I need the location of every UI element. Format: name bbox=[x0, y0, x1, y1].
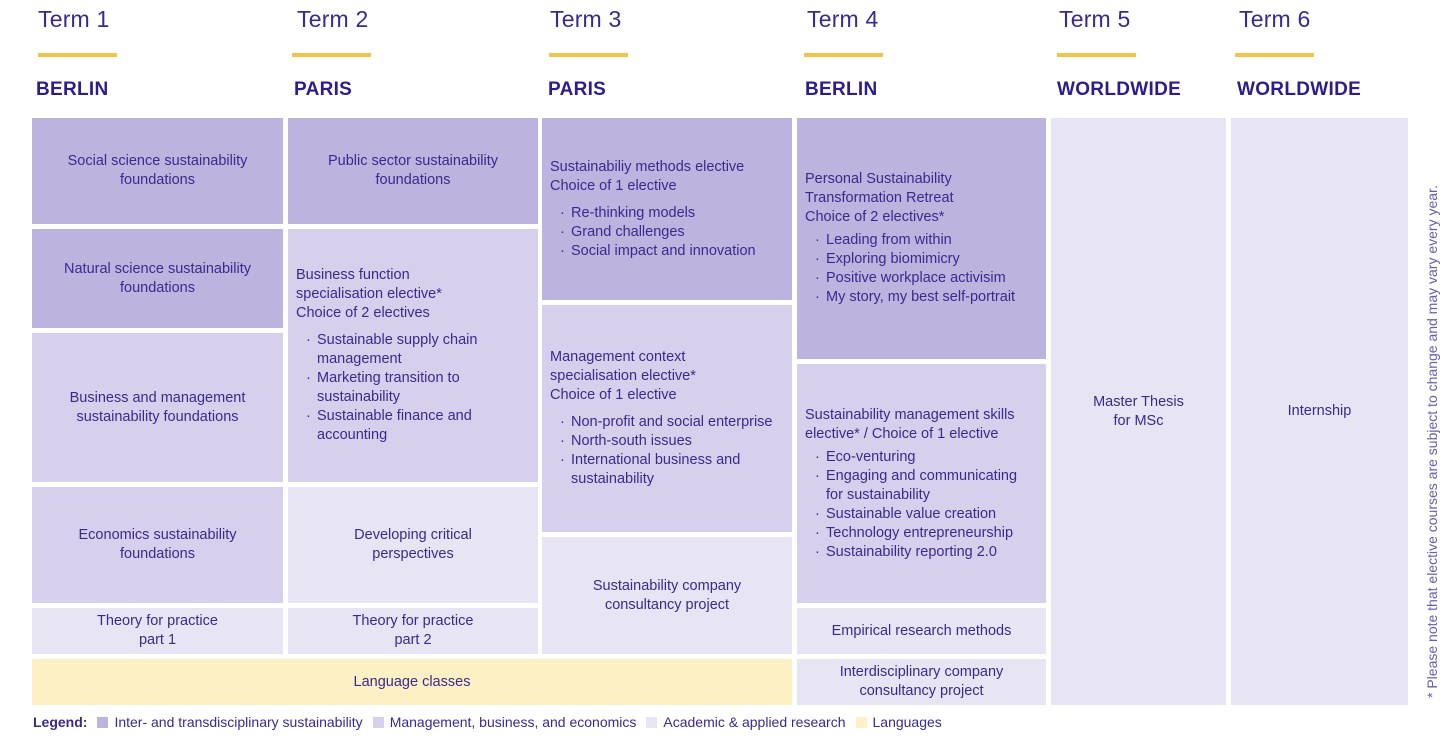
elective-option: · Social impact and innovation bbox=[560, 242, 756, 261]
course-title-line: Public sector sustainability bbox=[327, 153, 499, 169]
term-location: PARIS bbox=[294, 79, 353, 100]
elective-heading-line: Transformation Retreat bbox=[805, 190, 954, 206]
legend-label: Legend: bbox=[33, 714, 88, 730]
legend-item-text: Inter- and transdisciplinary sustainability bbox=[114, 714, 363, 730]
course-title-line: Theory for practice bbox=[97, 613, 218, 629]
term-location: BERLIN bbox=[36, 79, 109, 100]
course-title-line: Master Thesis bbox=[1093, 393, 1184, 410]
elective-heading-line: Business function bbox=[296, 267, 410, 283]
elective-options-list bbox=[550, 413, 773, 489]
elective-heading-line: elective* / Choice of 1 elective bbox=[805, 425, 999, 442]
legend-swatch bbox=[373, 717, 384, 728]
term-title: Term 6 bbox=[1239, 6, 1311, 32]
course-public-sector-foundations bbox=[288, 118, 538, 224]
elective-option: · Re-thinking models bbox=[560, 204, 756, 223]
term-divider bbox=[1235, 53, 1314, 57]
course-title-line: sustainability foundations bbox=[76, 408, 239, 425]
elective-option: · Sustainable finance and accounting bbox=[306, 407, 477, 445]
course-title-line: for MSc bbox=[1113, 412, 1164, 429]
course-transformation-retreat-elective bbox=[797, 118, 1046, 359]
course-theory-for-practice-1 bbox=[32, 608, 283, 654]
course-title-line: Empirical research methods bbox=[831, 622, 1012, 639]
legend-item-text: Academic & applied research bbox=[663, 714, 846, 730]
course-title-line: Developing critical bbox=[354, 527, 472, 543]
course-title-line: Social science sustainability bbox=[67, 153, 248, 169]
course-title-line: perspectives bbox=[372, 546, 454, 562]
term-divider bbox=[1057, 53, 1136, 57]
elective-heading-line: Choice of 1 elective bbox=[550, 387, 677, 403]
elective-option: · International business and sustainability bbox=[560, 451, 773, 489]
elective-heading-line: specialisation elective* bbox=[296, 286, 442, 302]
course-economics-foundations bbox=[32, 487, 283, 603]
legend-swatch bbox=[97, 717, 108, 728]
term-divider bbox=[292, 53, 371, 57]
elective-option: · Leading from within bbox=[815, 231, 1015, 250]
elective-options-list bbox=[550, 204, 756, 261]
elective-heading-line: Management context bbox=[550, 349, 686, 365]
term-title: Term 4 bbox=[807, 6, 879, 32]
course-title-line: Language classes bbox=[353, 673, 471, 690]
course-sustainability-consultancy-project bbox=[542, 537, 792, 654]
legend-item-inter bbox=[97, 714, 362, 730]
legend-item-text: Languages bbox=[872, 714, 942, 730]
term-divider bbox=[549, 53, 628, 57]
elective-option: · Positive workplace activisim bbox=[815, 269, 1015, 288]
course-title-line: consultancy project bbox=[604, 596, 730, 613]
term-title: Term 3 bbox=[550, 6, 622, 32]
elective-option: · Sustainability reporting 2.0 bbox=[815, 543, 1017, 562]
course-internship bbox=[1231, 118, 1408, 705]
course-title-line: Interdisciplinary company bbox=[839, 664, 1004, 680]
legend-swatch bbox=[856, 717, 867, 728]
elective-disclaimer-note: * Please note that elective courses are subject to change and may vary every year. bbox=[1424, 185, 1440, 698]
elective-option: · Eco-venturing bbox=[815, 448, 1017, 467]
elective-heading-line: Choice of 2 electives bbox=[296, 305, 430, 321]
term-divider bbox=[804, 53, 883, 57]
elective-heading-line: specialisation elective* bbox=[550, 368, 696, 384]
course-title-line: foundations bbox=[120, 279, 195, 296]
course-interdisciplinary-consultancy-project bbox=[797, 659, 1046, 705]
course-business-management-foundations bbox=[32, 333, 283, 482]
course-business-function-elective bbox=[288, 229, 538, 482]
course-empirical-research-methods bbox=[797, 608, 1046, 654]
term-title: Term 1 bbox=[38, 6, 110, 32]
elective-options-list bbox=[296, 331, 477, 445]
course-theory-for-practice-2 bbox=[288, 608, 538, 654]
course-title-line: foundations bbox=[120, 546, 195, 562]
course-title-line: consultancy project bbox=[859, 683, 984, 699]
elective-option: · North-south issues bbox=[560, 432, 773, 451]
legend-item-languages bbox=[856, 714, 942, 730]
elective-option: · Sustainable supply chain management bbox=[306, 331, 477, 369]
course-title-line: Business and management bbox=[69, 389, 246, 406]
course-title-line: foundations bbox=[120, 172, 195, 188]
elective-heading-line: Sustainability management skills bbox=[805, 406, 1015, 423]
elective-heading-line: Sustainabiliy methods elective bbox=[550, 158, 745, 175]
legend-swatch bbox=[646, 717, 657, 728]
elective-heading-line: Personal Sustainability bbox=[805, 171, 952, 187]
elective-heading-line: Choice of 1 elective bbox=[550, 177, 677, 194]
elective-option: · Non-profit and social enterprise bbox=[560, 413, 773, 432]
course-title-line: Internship bbox=[1287, 403, 1352, 419]
course-title-line: part 1 bbox=[138, 632, 177, 648]
elective-options-list bbox=[805, 231, 1015, 307]
course-master-thesis bbox=[1051, 118, 1226, 705]
legend-item-research bbox=[646, 714, 845, 730]
course-title-line: Natural science sustainability bbox=[64, 260, 251, 277]
elective-option: · Grand challenges bbox=[560, 223, 756, 242]
legend-item-management bbox=[373, 714, 637, 730]
elective-option: · Sustainable value creation bbox=[815, 505, 1017, 524]
elective-option: · My story, my best self-portrait bbox=[815, 288, 1015, 307]
term-location: BERLIN bbox=[805, 79, 878, 100]
elective-options-list bbox=[805, 448, 1017, 562]
course-title-line: part 2 bbox=[394, 632, 432, 648]
term-title: Term 5 bbox=[1059, 6, 1131, 32]
elective-option: · Technology entrepreneurship bbox=[815, 524, 1017, 543]
course-language-classes bbox=[32, 659, 792, 705]
course-sustainability-methods-elective bbox=[542, 118, 792, 300]
term-location: WORLDWIDE bbox=[1057, 79, 1182, 100]
elective-option: · Exploring biomimicry bbox=[815, 250, 1015, 269]
term-title: Term 2 bbox=[297, 6, 369, 32]
course-developing-critical-perspectives bbox=[288, 487, 538, 603]
legend bbox=[33, 713, 952, 731]
term-divider bbox=[38, 53, 117, 57]
course-management-context-elective bbox=[542, 305, 792, 532]
legend-item-text: Management, business, and economics bbox=[389, 714, 637, 730]
course-title-line: Sustainability company bbox=[592, 577, 742, 594]
course-management-skills-elective bbox=[797, 364, 1046, 603]
course-title-line: Economics sustainability bbox=[78, 527, 237, 543]
term-location: PARIS bbox=[548, 79, 607, 100]
elective-option: · Marketing transition to sustainability bbox=[306, 369, 477, 407]
term-location: WORLDWIDE bbox=[1237, 79, 1362, 100]
elective-option: · Engaging and communicating for sustainability bbox=[815, 467, 1017, 505]
elective-heading-line: Choice of 2 electives* bbox=[805, 209, 945, 225]
course-social-science-foundations bbox=[32, 118, 283, 224]
course-title-line: foundations bbox=[375, 172, 451, 188]
course-title-line: Theory for practice bbox=[352, 613, 474, 629]
course-natural-science-foundations bbox=[32, 229, 283, 328]
